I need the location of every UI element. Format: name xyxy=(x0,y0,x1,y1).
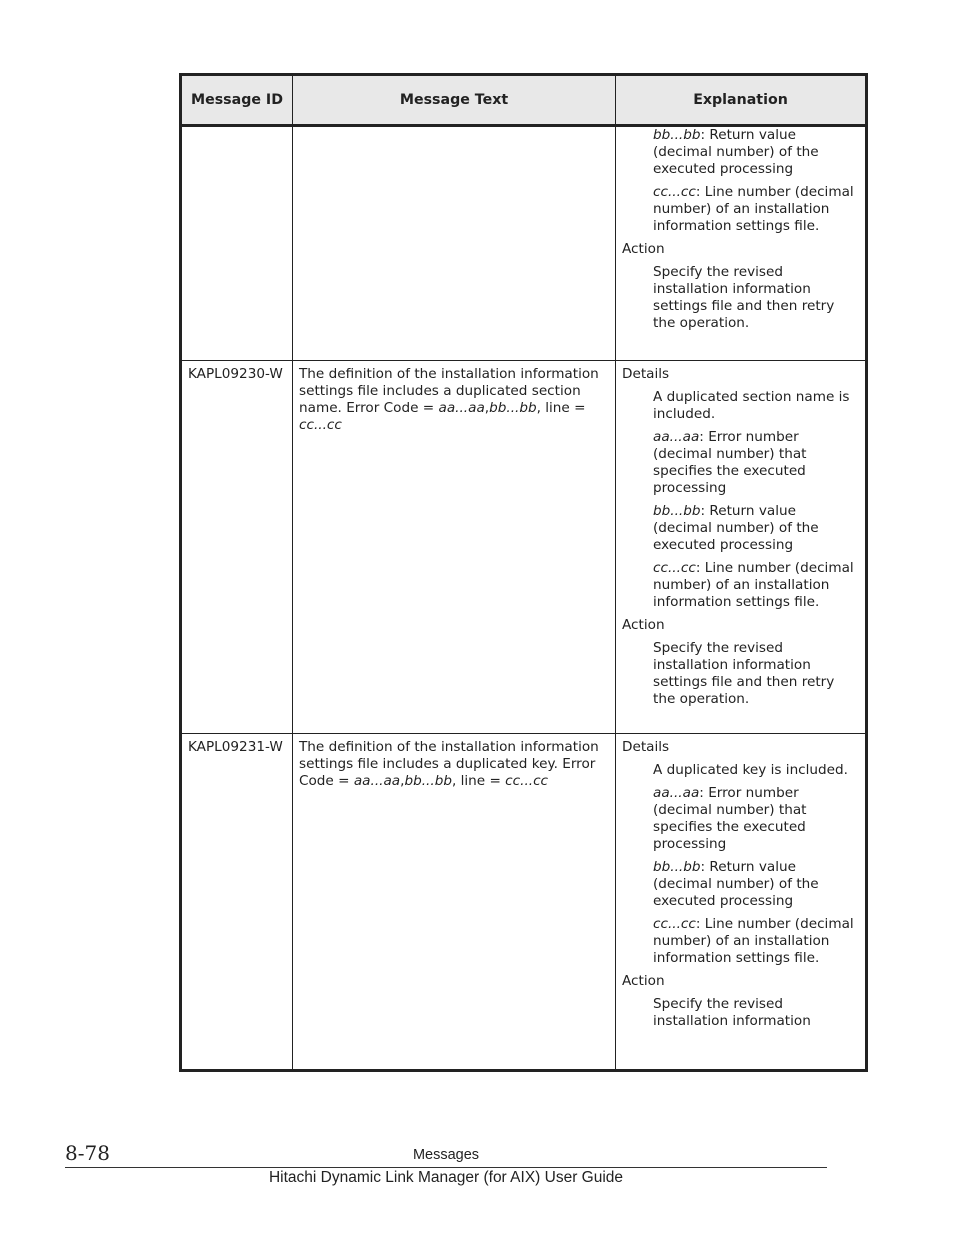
text-segment: , xyxy=(484,400,490,416)
text-segment: , line = xyxy=(536,400,586,416)
placeholder-variable: aa...aa xyxy=(353,773,401,789)
message-id: KAPL09230-W xyxy=(188,366,283,382)
detail-item xyxy=(622,916,859,967)
detail-item xyxy=(622,785,859,853)
message-text xyxy=(299,739,599,789)
detail-item xyxy=(622,859,859,910)
header-message-id: Message ID xyxy=(181,75,293,126)
message-text-cell xyxy=(293,126,616,361)
message-id-cell xyxy=(181,361,293,734)
table-row xyxy=(181,361,867,734)
text-segment: A duplicated key is included. xyxy=(653,762,848,778)
action-text: Specify the revised installation information settings file and then retry the operation. xyxy=(653,640,835,707)
text-segment: The definition of the installation information settings file includes a duplicated section name. Error Code = xyxy=(299,366,599,416)
explanation-cell xyxy=(616,361,867,734)
footer-divider xyxy=(65,1167,827,1168)
detail-item xyxy=(622,429,859,497)
details-label: Details xyxy=(622,366,670,382)
text-segment: : Error number (decimal number) that specifies the executed processing xyxy=(653,429,807,496)
message-id-cell xyxy=(181,734,293,1071)
text-segment: , line = xyxy=(451,773,506,789)
details-label: Details xyxy=(622,739,670,755)
page-number: 8-78 xyxy=(65,1141,110,1165)
message-id: KAPL09231-W xyxy=(188,739,283,755)
placeholder-variable: cc...cc xyxy=(653,560,696,576)
header-message-text: Message Text xyxy=(293,75,616,126)
detail-item xyxy=(622,184,859,235)
action-label: Action xyxy=(622,241,665,257)
action-text: Specify the revised installation information xyxy=(653,996,811,1029)
table-row xyxy=(181,126,867,361)
text-segment: : Error number (decimal number) that specifies the executed processing xyxy=(653,785,807,852)
placeholder-variable: cc...cc xyxy=(653,916,696,932)
placeholder-variable: aa...aa xyxy=(653,429,700,445)
detail-item xyxy=(622,560,859,611)
text-segment: The definition of the installation information settings file includes a duplicated key. Error Code = xyxy=(299,739,599,789)
text-segment: : Line number (decimal number) of an installation information settings file. xyxy=(653,184,854,234)
action-label: Action xyxy=(622,973,665,989)
footer-section-title: Messages xyxy=(412,1147,480,1163)
detail-item xyxy=(622,762,859,779)
text-segment: : Return value (decimal number) of the executed processing xyxy=(653,127,819,177)
placeholder-variable: cc...cc xyxy=(505,773,549,789)
explanation-cell xyxy=(616,126,867,361)
action-text: Specify the revised installation information settings file and then retry the operation. xyxy=(653,264,835,331)
explanation-cell xyxy=(616,734,867,1071)
action-label: Action xyxy=(622,617,665,633)
table-header-row xyxy=(181,75,867,126)
placeholder-variable: bb...bb xyxy=(653,859,701,875)
detail-item xyxy=(622,503,859,554)
placeholder-variable: cc...cc xyxy=(653,184,696,200)
text-segment: : Line number (decimal number) of an installation information settings file. xyxy=(653,560,854,610)
text-segment: : Return value (decimal number) of the executed processing xyxy=(653,503,819,553)
text-segment: , xyxy=(400,773,405,789)
placeholder-variable: aa...aa xyxy=(438,400,485,416)
placeholder-variable: cc...cc xyxy=(299,417,342,433)
placeholder-variable: bb...bb xyxy=(653,503,701,519)
footer-guide-title: Hitachi Dynamic Link Manager (for AIX) User Guide xyxy=(268,1169,624,1186)
text-segment: : Return value (decimal number) of the executed processing xyxy=(653,859,819,909)
table-row xyxy=(181,734,867,1071)
message-text-cell xyxy=(293,361,616,734)
detail-item xyxy=(622,127,859,178)
placeholder-variable: bb...bb xyxy=(653,127,701,143)
detail-item xyxy=(622,389,859,423)
header-explanation: Explanation xyxy=(616,75,867,126)
placeholder-variable: aa...aa xyxy=(653,785,700,801)
messages-table xyxy=(179,73,868,1072)
text-segment: : Line number (decimal number) of an installation information settings file. xyxy=(653,916,854,966)
text-segment: A duplicated section name is included. xyxy=(653,389,850,422)
placeholder-variable: bb...bb xyxy=(489,400,537,416)
message-text xyxy=(299,366,599,433)
placeholder-variable: bb...bb xyxy=(404,773,452,789)
message-id-cell xyxy=(181,126,293,361)
message-text-cell xyxy=(293,734,616,1071)
